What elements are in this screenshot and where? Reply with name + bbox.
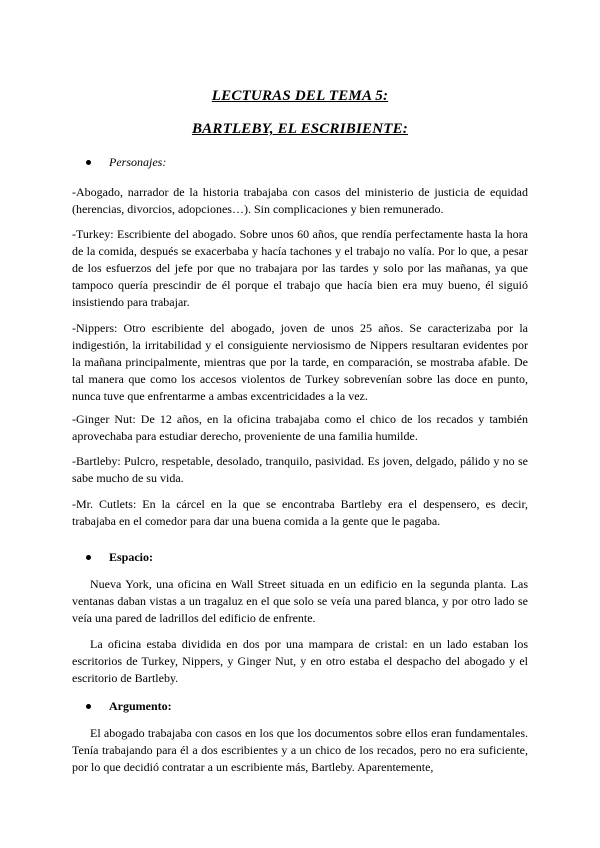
- section-heading-espacio: Espacio:: [86, 549, 153, 565]
- paragraph-argumento-1: El abogado trabajaba con casos en los que los documentos sobre ellos eran fundamentales. Tenía trabajando para él a dos escribientes y a un chico de los recados, pero no era suficiente, por lo que decidió contratar a un escribiente más, Bartleby. Aparentemente,: [72, 726, 528, 774]
- section-heading-argumento: Argumento:: [86, 698, 172, 714]
- document-subtitle: BARTLEBY, EL ESCRIBIENTE:: [191, 121, 409, 137]
- paragraph-bartleby: -Bartleby: Pulcro, respetable, desolado, tranquilo, pasividad. Es joven, delgado, pálido y no se sabe mucho de su vida.: [72, 454, 528, 485]
- bullet-icon: [86, 704, 91, 709]
- paragraph-mr-cutlets: -Mr. Cutlets: En la cárcel en la que se encontraba Bartleby era el despensero, es decir, trabajaba en el comedor para dar una buena comida a la gente que le pagaba.: [72, 497, 528, 528]
- document-title: LECTURAS DEL TEMA 5:: [211, 88, 389, 104]
- bullet-icon: [86, 160, 91, 165]
- paragraph-nippers: -Nippers: Otro escribiente del abogado, joven de unos 25 años. Se caracterizaba por la indigestión, la irritabilidad y el consiguiente nerviosismo de Nippers resultaran evidentes por la mañana principalmente, mientras que por la tarde, en comparación, se mostraba afable. De tal manera que como los accesos violentos de Turkey sobrevenían sobre las doce en punto, nunca tuve que enfrentarme a ambas excentricidades a la vez.: [72, 321, 528, 403]
- bullet-icon: [86, 555, 91, 560]
- paragraph-turkey: -Turkey: Escribiente del abogado. Sobre unos 60 años, que rendía perfectamente hasta la hora de la comida, después se exacerbaba y hacía tachones y el trabajo no valía. Por lo que, a pesar de los esfuerzos del jefe por que no trabajara por las tardes y solo por las mañanas, ya que tampoco quería prescindir de él porque el trabajo que hacía bien era muy bueno, él siguió insistiendo para trabajar.: [72, 227, 528, 309]
- paragraph-espacio-1: Nueva York, una oficina en Wall Street situada en un edificio en la segunda planta. Las ventanas daban vistas a un tragaluz en el que solo se veía una pared blanca, y por otro lado se veía una pared de ladrillos del edificio de enfrente.: [72, 577, 528, 625]
- paragraph-abogado: -Abogado, narrador de la historia trabajaba con casos del ministerio de justicia de equidad (herencias, divorcios, adopciones…). Sin complicaciones y bien remunerado.: [72, 185, 528, 216]
- section-heading-personajes: Personajes:: [86, 154, 166, 170]
- paragraph-espacio-2: La oficina estaba dividida en dos por una mampara de cristal: en un lado estaban los escritorios de Turkey, Nippers, y Ginger Nut, y en otro estaba el despacho del abogado y el escritorio de Bartleby.: [72, 637, 528, 685]
- paragraph-ginger-nut: -Ginger Nut: De 12 años, en la oficina trabajaba como el chico de los recados y también aprovechaba para estudiar derecho, proveniente de una familia humilde.: [72, 412, 528, 443]
